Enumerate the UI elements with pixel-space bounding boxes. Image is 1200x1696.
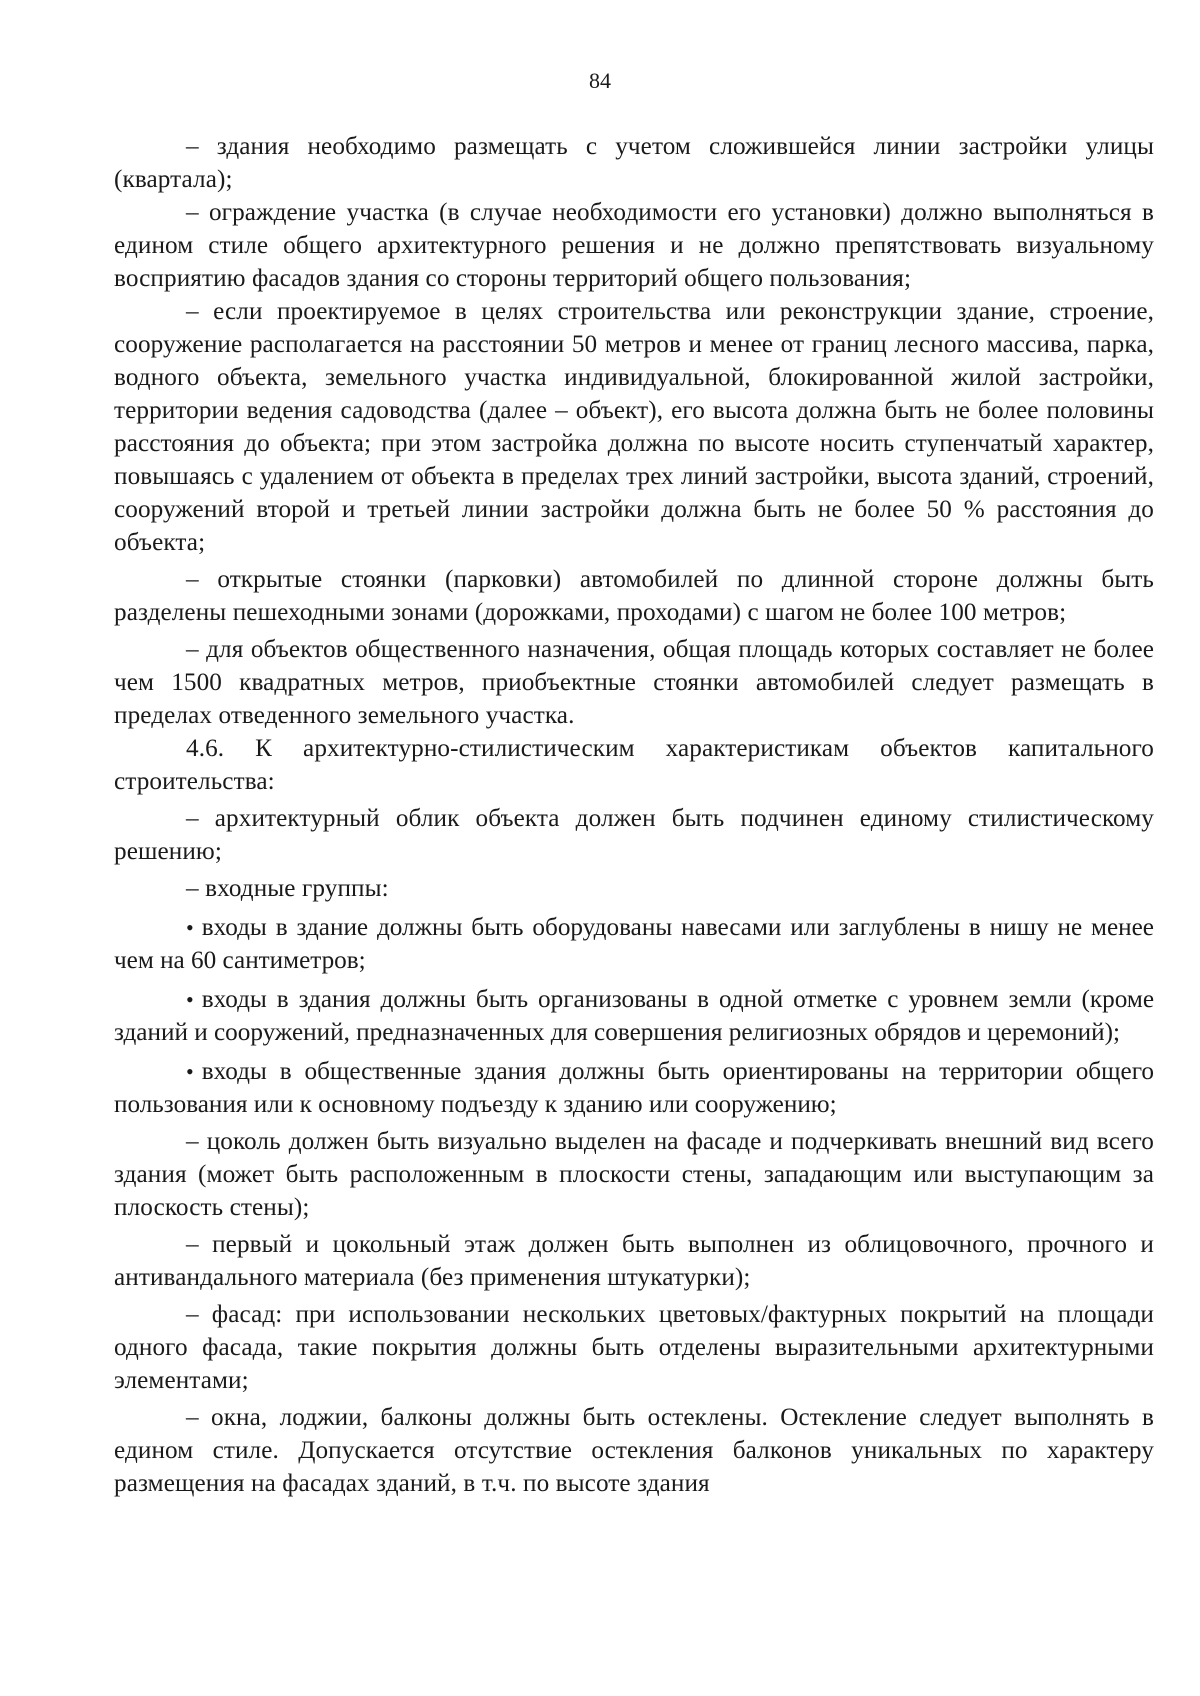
bullet-text: входы в здание должны быть оборудованы навесами или заглублены в нишу не менее чем на 60 сантиметров; [114, 914, 1154, 974]
bullet-text: входы в здания должны быть организованы в одной отметке с уровнем земли (кроме зданий и сооружений, предназначенных для совершения религиозных обрядов и церемоний); [114, 986, 1154, 1046]
paragraph-plinth: – цоколь должен быть визуально выделен на фасаде и подчеркивать внешний вид всего здания (может быть расположенным в плоскости стены, западающим или выступающим за плоскость стены); [114, 1128, 1154, 1221]
paragraph-building-line: – здания необходимо размещать с учетом сложившейся линии застройки улицы (квартала); [114, 133, 1154, 193]
document-body [114, 130, 1154, 1500]
bullet-icon: • [186, 1059, 194, 1084]
paragraph-parking-placement: – для объектов общественного назначения, общая площадь которых составляет не более чем 1500 квадратных метров, приобъектные стоянки автомобилей следует размещать в пределах отведенного земельного участка. [114, 636, 1154, 729]
paragraph-entrance-groups: – входные группы: [186, 875, 389, 902]
bullet-icon: • [186, 987, 194, 1012]
paragraph-section-4-6: 4.6. К архитектурно-стилистическим характеристикам объектов капитального строительства: [114, 735, 1154, 795]
paragraph-parking-zones: – открытые стоянки (парковки) автомобилей по длинной стороне должны быть разделены пешеходными зонами (дорожками, проходами) с шагом не более 100 метров; [114, 566, 1154, 626]
bullet-item-orientation [114, 1055, 1154, 1121]
paragraph-first-floor: – первый и цокольный этаж должен быть выполнен из облицовочного, прочного и антивандального материала (без применения штукатурки); [114, 1231, 1154, 1291]
paragraph-architectural-look: – архитектурный облик объекта должен быть подчинен единому стилистическому решению; [114, 805, 1154, 865]
paragraph-windows: – окна, лоджии, балконы должны быть остеклены. Остекление следует выполнять в едином стиле. Допускается отсутствие остекления балконов уникальных по характеру размещения на фасадах зданий, в т.ч. по высоте здания [114, 1404, 1154, 1497]
paragraph-fence: – ограждение участка (в случае необходимости его установки) должно выполняться в едином стиле общего архитектурного решения и не должно препятствовать визуальному восприятию фасадов здания со стороны территорий общего пользования; [114, 199, 1154, 292]
bullet-text: входы в общественные здания должны быть ориентированы на территории общего пользования или к основному подъезду к зданию или сооружению; [114, 1058, 1154, 1118]
paragraph-height-limit: – если проектируемое в целях строительства или реконструкции здание, строение, сооружение располагается на расстоянии 50 метров и менее от границ лесного массива, парка, водного объекта, земельного участка индивидуальной, блокированной жилой застройки, территории ведения садоводства (далее – объект), его высота должна быть не более половины расстояния до объекта; при этом застройка должна по высоте носить ступенчатый характер, повышаясь с удалением от объекта в пределах трех линий застройки, высота зданий, строений, сооружений второй и третьей линии застройки должна быть не более 50 % расстояния до объекта; [114, 298, 1154, 556]
bullet-item-ground-level [114, 983, 1154, 1049]
paragraph-facade: – фасад: при использовании нескольких цветовых/фактурных покрытий на площади одного фасада, такие покрытия должны быть отделены выразительными архитектурными элементами; [114, 1301, 1154, 1394]
bullet-item-canopy [114, 911, 1154, 977]
bullet-icon: • [186, 915, 194, 940]
page-number: 84 [589, 68, 611, 93]
